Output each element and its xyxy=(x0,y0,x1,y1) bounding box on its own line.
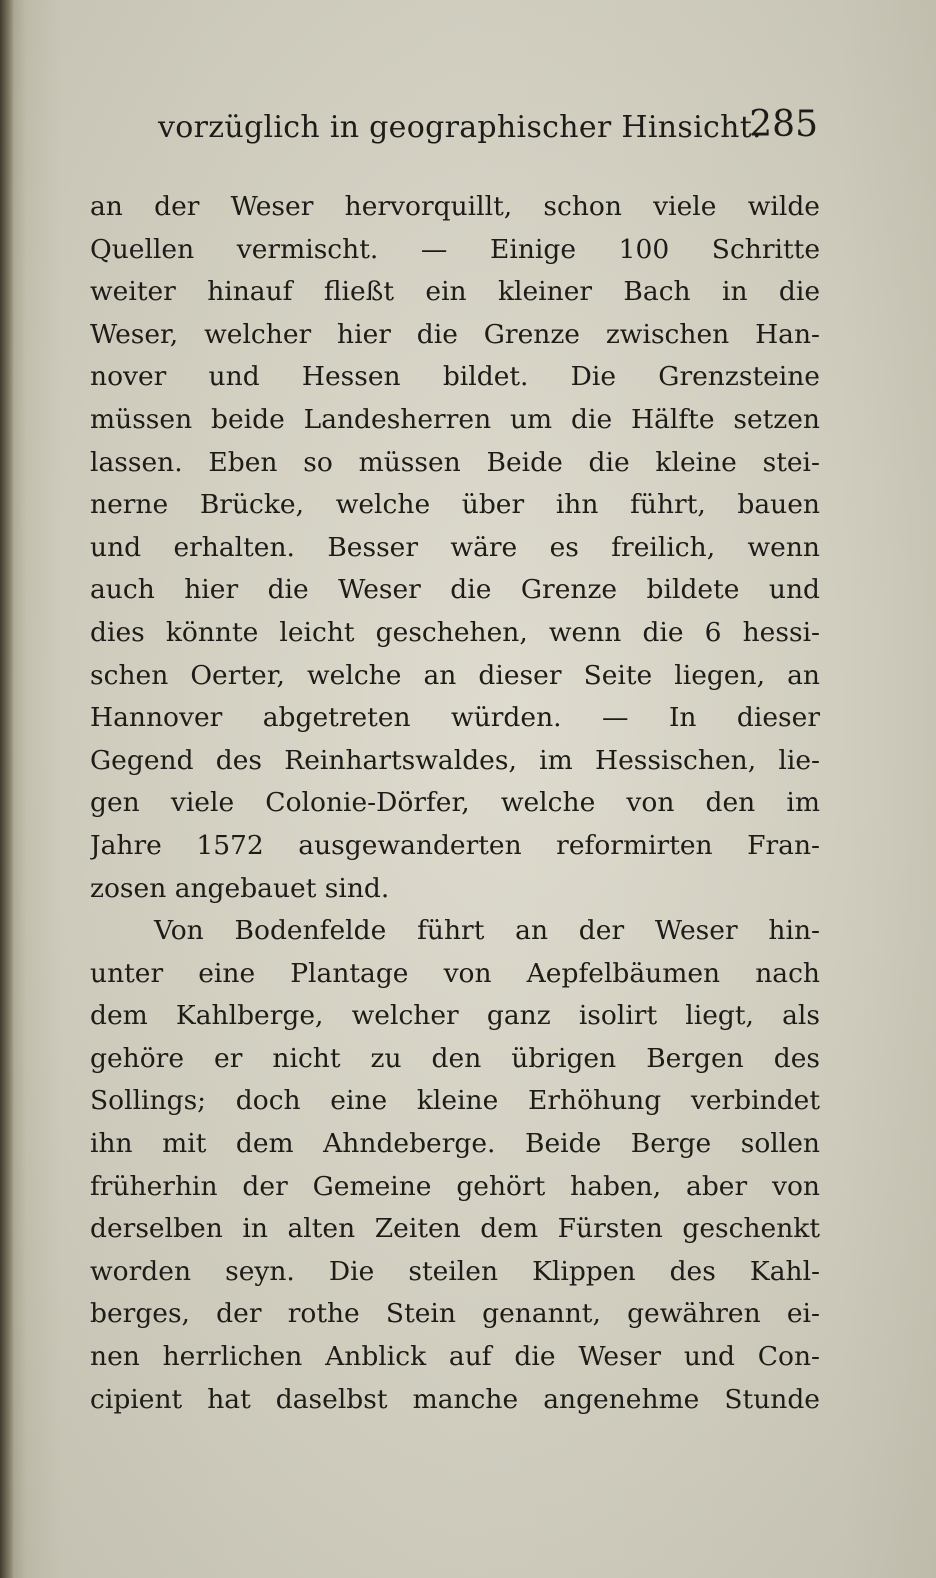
paragraph-start-line: Von Bodenfelde führt an der Weser hin- xyxy=(154,915,820,947)
running-head xyxy=(158,104,818,156)
text-line: berges, der rothe Stein genannt, gewähren ei- xyxy=(90,1298,820,1330)
text-line: derselben in alten Zeiten dem Fürsten geschenkt xyxy=(90,1213,820,1245)
text-line: auch hier die Weser die Grenze bildete und xyxy=(90,574,820,606)
text-line: worden seyn. Die steilen Klippen des Kahl- xyxy=(90,1255,820,1287)
text-line: dem Kahlberge, welcher ganz isolirt liegt, als xyxy=(90,1000,820,1032)
text-line: ihn mit dem Ahndeberge. Beide Berge sollen xyxy=(90,1128,820,1160)
text-line: Gegend des Reinhartswaldes, im Hessischen, lie- xyxy=(90,744,820,776)
body-text xyxy=(90,186,820,1421)
text-line: Weser, welcher hier die Grenze zwischen Han- xyxy=(90,318,820,350)
text-line: weiter hinauf fließt ein kleiner Bach in die xyxy=(90,276,820,308)
text-line: unter eine Plantage von Aepfelbäumen nach xyxy=(90,957,820,989)
running-title: vorzüglich in geographischer Hinsicht. xyxy=(158,110,762,145)
paragraph-end-line: zosen angebauet sind. xyxy=(90,872,390,904)
text-line: gehöre er nicht zu den übrigen Bergen des xyxy=(90,1042,820,1074)
page-number: 285 xyxy=(749,104,818,145)
text-line: nen herrlichen Anblick auf die Weser und Con- xyxy=(90,1341,820,1373)
text-line: früherhin der Gemeine gehört haben, aber von xyxy=(90,1170,820,1202)
text-line: schen Oerter, welche an dieser Seite liegen, an xyxy=(90,659,820,691)
text-line: Quellen vermischt. — Einige 100 Schritte xyxy=(90,233,820,265)
text-line: und erhalten. Besser wäre es freilich, wenn xyxy=(90,531,820,563)
text-line: lassen. Eben so müssen Beide die kleine stei- xyxy=(90,446,820,478)
book-spine-shadow xyxy=(0,0,14,1578)
text-line: Hannover abgetreten würden. — In dieser xyxy=(90,702,820,734)
text-line: nerne Brücke, welche über ihn führt, bauen xyxy=(90,489,820,521)
text-line: cipient hat daselbst manche angenehme Stunde xyxy=(90,1383,820,1415)
text-line: Jahre 1572 ausgewanderten reformirten Fran- xyxy=(90,829,820,861)
text-line: nover und Hessen bildet. Die Grenzsteine xyxy=(90,361,820,393)
text-line: Sollings; doch eine kleine Erhöhung verbindet xyxy=(90,1085,820,1117)
text-line: müssen beide Landesherren um die Hälfte setzen xyxy=(90,403,820,435)
text-line: an der Weser hervorquillt, schon viele wilde xyxy=(90,191,820,222)
text-line: dies könnte leicht geschehen, wenn die 6 hessi- xyxy=(90,616,820,648)
text-line: gen viele Colonie-Dörfer, welche von den im xyxy=(90,787,820,819)
